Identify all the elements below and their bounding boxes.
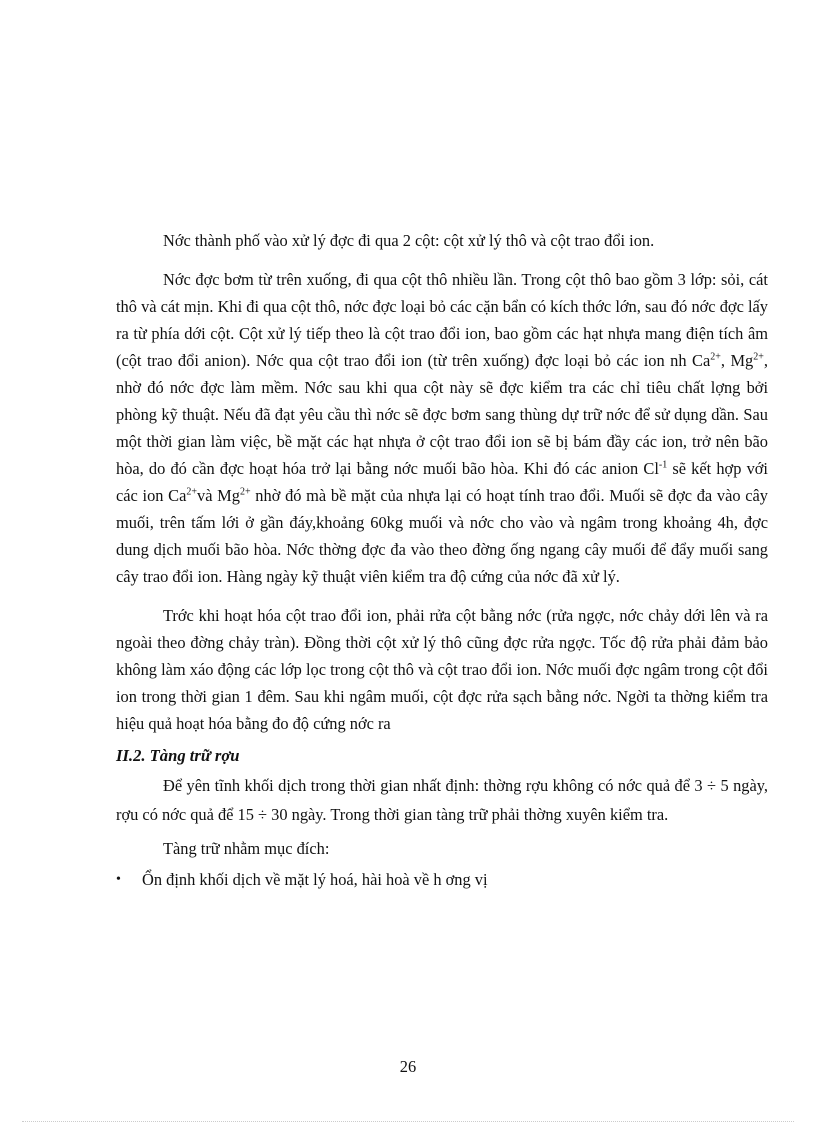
- footer-divider: [22, 1121, 794, 1122]
- paragraph-storage: Để yên tĩnh khối dịch trong thời gian nhất định: thờng rợu không có nớc quả để 3 ÷ 5 ngày, rợu có nớc quả để 15 ÷ 30 ngày. Trong thời gian tàng trữ phải thờng xuyên kiểm tra.: [116, 776, 768, 824]
- bullet-icon: •: [116, 872, 121, 887]
- page-number: 26: [399, 1057, 417, 1076]
- bullet-list-item: [116, 866, 768, 893]
- paragraph-text: Nớc đợc bơm từ trên xuống, đi qua cột thô nhiều lần. Trong cột thô bao gồm 3 lớp: sỏi, cát thô và cát mịn. Khi đi qua cột thô, nớc đợc loại bỏ các cặn bẩn có kích thớc lớn, sau đó nớc đợc lấy ra từ phía dới cột. Cột xử lý tiếp theo là cột trao đổi ion, bao gồm các hạt nhựa mang điện tích âm (cột trao đổi anion). Nớc qua cột trao đổi ion (từ trên xuống) đợc loại bỏ các ion nh Ca: [116, 270, 768, 370]
- paragraph-ion-exchange-process: [116, 266, 768, 590]
- paragraph-text: sẽ kết hợp với các ion Ca: [116, 459, 768, 505]
- superscript: 2+: [186, 486, 198, 498]
- superscript: 2+: [753, 351, 764, 363]
- paragraph-text: và Mg: [197, 486, 240, 505]
- paragraph-water-treatment-intro: Nớc thành phố vào xử lý đợc đi qua 2 cột: cột xử lý thô và cột trao đổi ion.: [163, 231, 655, 250]
- paragraph-backwash: Trớc khi hoạt hóa cột trao đổi ion, phải rửa cột bằng nớc (rửa ngợc, nớc chảy dới lên và ra ngoài theo đờng chảy tràn). Đồng thời cột xử lý thô cũng đợc rửa ngợc. Tốc độ rửa phải đảm bảo không làm xáo động các lớp lọc trong cột thô và cột trao đổi ion. Nớc muối đợc ngâm trong cột đổi ion trong thời gian 1 đêm. Sau khi ngâm muối, cột đợc rửa sạch bằng nớc. Ngời ta thờng kiểm tra hiệu quả hoạt hóa bằng đo độ cứng nớc ra: [116, 606, 768, 733]
- superscript: -1: [658, 459, 668, 471]
- paragraph-storage-purpose: Tàng trữ nhằm mục đích:: [163, 839, 330, 858]
- superscript: 2+: [710, 351, 721, 363]
- section-heading: II.2. Tàng trữ rợu: [116, 746, 240, 765]
- page-content: [116, 227, 768, 893]
- paragraph-text: , nhờ đó nớc đợc làm mềm. Nớc sau khi qua cột này sẽ đợc kiểm tra các chỉ tiêu chất lợng bởi phòng kỹ thuật. Nếu đã đạt yêu cầu thì nớc sẽ đợc bơm sang thùng dự trữ nớc để sử dụng dần. Sau một thời gian làm việc, bề mặt các hạt nhựa ở cột trao đổi ion sẽ bị bám đầy các ion, trở nên bão hòa, do đó cần đợc hoạt hóa trở lại bằng nớc muối bão hòa. Khi đó các anion Cl: [116, 351, 768, 478]
- bullet-text: Ổn định khối dịch về mặt lý hoá, hài hoà về h ơng vị: [142, 870, 488, 889]
- paragraph-text: nhờ đó mà bề mặt của nhựa lại có hoạt tính trao đổi. Muối sẽ đợc đa vào cây muối, trên tấm lới ở gần đáy,khoảng 60kg muối và nớc cho vào và ngâm trong khoảng 4h, đợc dung dịch muối bão hòa. Nớc thờng đợc đa vào theo đờng ống ngang cây muối để đẩy muối sang cây trao đổi ion. Hàng ngày kỹ thuật viên kiểm tra độ cứng của nớc đã xử lý.: [116, 486, 768, 586]
- superscript: 2+: [239, 486, 251, 498]
- paragraph-text: , Mg: [720, 351, 754, 370]
